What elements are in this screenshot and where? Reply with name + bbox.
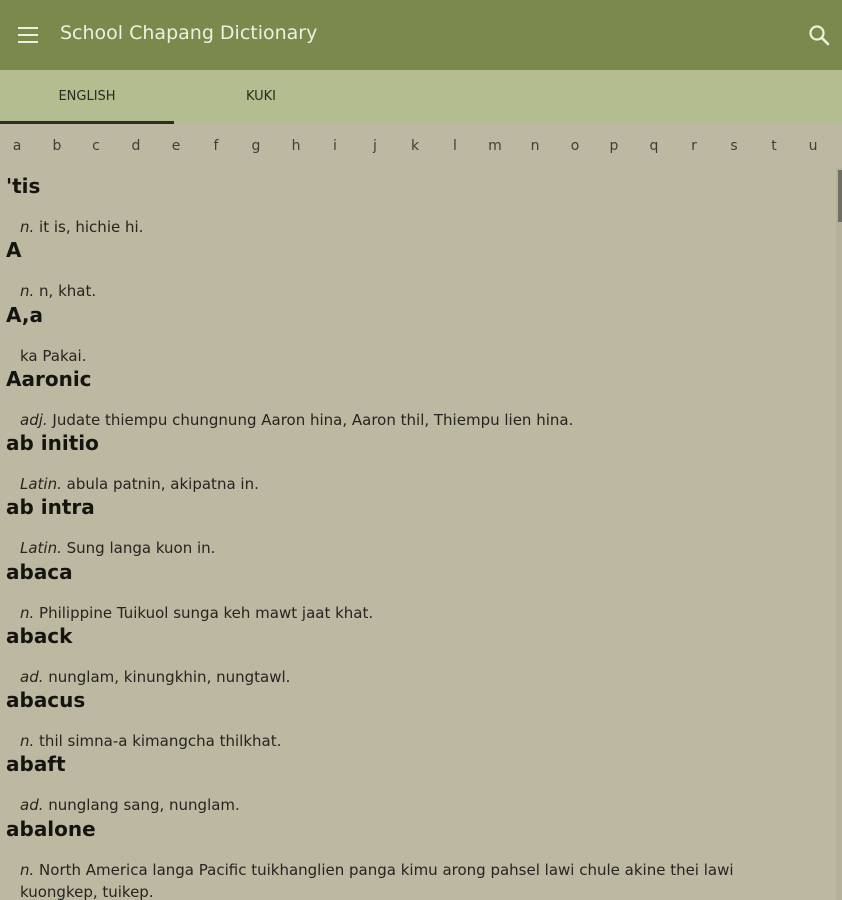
letter-u[interactable]: u	[808, 138, 818, 154]
entry-definition-text: abula patnin, akipatna in.	[61, 475, 259, 493]
language-tabs	[0, 70, 842, 124]
entry-definition	[20, 730, 810, 752]
letter-k[interactable]: k	[410, 138, 420, 154]
entry-word: A	[6, 238, 22, 262]
search-icon[interactable]	[808, 24, 830, 46]
entry-word: 'tis	[6, 174, 41, 198]
letter-d[interactable]: d	[131, 138, 141, 154]
app-title: School Chapang Dictionary	[60, 22, 318, 44]
entry-pos: adj.	[20, 411, 48, 429]
tab-english[interactable]	[0, 70, 174, 124]
entry-definition	[20, 216, 810, 238]
entry-word: abaca	[6, 560, 73, 584]
entry-definition-text: North America langa Pacific tuikhanglien panga kimu arong pahsel lawi chule akine thei lawi kuongkep, tuikep.	[20, 861, 734, 900]
hamburger-menu-icon[interactable]	[18, 27, 38, 43]
entry-definition-text: nunglang sang, nunglam.	[43, 796, 240, 814]
entry-pos: ad.	[20, 668, 44, 686]
entry-definition-text: Sung langa kuon in.	[61, 539, 216, 557]
entry-definition	[20, 409, 810, 431]
scrollbar[interactable]	[836, 168, 842, 900]
entry-definition-text: Philippine Tuikuol sunga keh mawt jaat khat.	[34, 604, 374, 622]
entry-definition-text: it is, hichie hi.	[34, 218, 144, 236]
letter-e[interactable]: e	[171, 138, 181, 154]
entry-definition-text: thil simna-a kimangcha thilkhat.	[34, 732, 282, 750]
letter-c[interactable]: c	[92, 138, 100, 154]
entry-definition	[20, 537, 810, 559]
entry-list[interactable]	[0, 168, 836, 900]
tab-english-label: ENGLISH	[58, 89, 116, 104]
letter-f[interactable]: f	[213, 138, 219, 154]
letter-t[interactable]: t	[771, 138, 777, 154]
entry-definition	[20, 280, 810, 302]
letter-n[interactable]: n	[530, 138, 540, 154]
letter-r[interactable]: r	[691, 138, 697, 154]
letter-l[interactable]: l	[453, 138, 457, 154]
entry-pos: n.	[20, 218, 35, 236]
entry-word: abaft	[6, 752, 66, 776]
entry-word: Aaronic	[6, 367, 92, 391]
entry-definition	[20, 666, 810, 688]
letter-h[interactable]: h	[291, 138, 301, 154]
entry-definition	[20, 794, 810, 816]
entry-definition	[20, 859, 810, 900]
entry-definition-text: Judate thiempu chungnung Aaron hina, Aaron thil, Thiempu lien hina.	[47, 411, 574, 429]
entry-pos: n.	[20, 604, 35, 622]
entry-definition	[20, 345, 810, 367]
entry-pos: n.	[20, 282, 35, 300]
letter-s[interactable]: s	[730, 138, 738, 154]
entry-pos: Latin.	[20, 539, 62, 557]
letter-m[interactable]: m	[488, 138, 502, 154]
entry-word: abalone	[6, 817, 96, 841]
entry-pos: n.	[20, 861, 35, 879]
entry-word: aback	[6, 624, 73, 648]
app-bar	[0, 0, 842, 70]
entry-definition-text: nunglam, kinungkhin, nungtawl.	[43, 668, 291, 686]
letter-b[interactable]: b	[52, 138, 62, 154]
tab-kuki[interactable]	[174, 70, 348, 124]
letter-o[interactable]: o	[570, 138, 580, 154]
letter-g[interactable]: g	[251, 138, 261, 154]
letter-q[interactable]: q	[649, 138, 659, 154]
letter-p[interactable]: p	[609, 138, 619, 154]
entry-pos: ad.	[20, 796, 44, 814]
entry-pos: n.	[20, 732, 35, 750]
letter-j[interactable]: j	[373, 138, 377, 154]
entry-pos: Latin.	[20, 475, 62, 493]
tab-kuki-label: KUKI	[245, 89, 277, 104]
entry-definition	[20, 473, 810, 495]
letter-i[interactable]: i	[333, 138, 337, 154]
entry-definition-text: ka Pakai.	[20, 347, 87, 365]
entry-word: A,a	[6, 303, 43, 327]
entry-word: ab initio	[6, 431, 99, 455]
entry-definition-text: n, khat.	[34, 282, 97, 300]
alphabet-index	[0, 124, 842, 168]
entry-definition	[20, 602, 810, 624]
entry-word: abacus	[6, 688, 86, 712]
entry-word: ab intra	[6, 495, 95, 519]
scrollbar-thumb[interactable]	[838, 170, 842, 222]
letter-a[interactable]: a	[12, 138, 22, 154]
